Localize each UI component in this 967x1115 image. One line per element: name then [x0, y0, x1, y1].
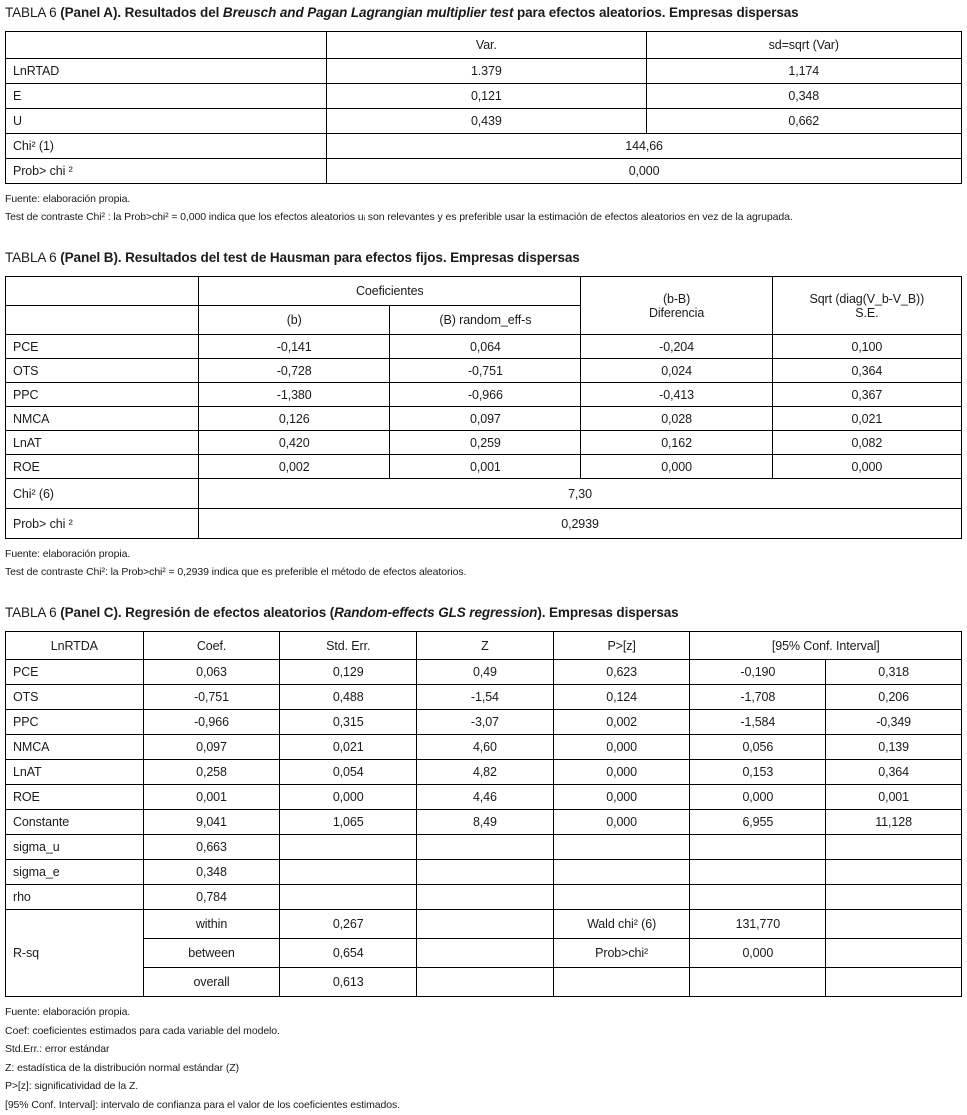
cell-se: 0,000 [772, 455, 961, 479]
row-label: LnAT [6, 431, 199, 455]
row-label: NMCA [6, 407, 199, 431]
table-row [6, 383, 962, 407]
cell-var: 0,121 [327, 84, 646, 109]
chi-value: 144,66 [327, 134, 962, 159]
panel-c-header-row [6, 632, 962, 660]
row-label: U [6, 109, 327, 134]
row-label: sigma_e [6, 860, 144, 885]
footnote-std-err: Std.Err.: error estándar [5, 1043, 110, 1055]
cell-empty [417, 885, 554, 910]
table-row [6, 685, 962, 710]
cell-empty [826, 968, 962, 997]
table-row [6, 59, 962, 84]
stat-value [690, 968, 826, 997]
sqrt-line-1: Sqrt (diag(V_b-V_B)) [809, 291, 925, 306]
rsq-value: 0,613 [280, 968, 417, 997]
cell-se: 0,129 [280, 660, 417, 685]
row-label: LnAT [6, 760, 144, 785]
cell-B: -0,966 [390, 383, 581, 407]
cell-B: 0,001 [390, 455, 581, 479]
row-label: LnRTAD [6, 59, 327, 84]
table-row [6, 660, 962, 685]
panel-a-header-row [6, 32, 962, 59]
stat-label: Wald chi² (6) [553, 910, 690, 939]
rsq-name: overall [143, 968, 280, 997]
cell-diff: -0,413 [581, 383, 772, 407]
cell-ci-low: 0,056 [690, 735, 826, 760]
table-row [6, 407, 962, 431]
cell-z: -1,54 [417, 685, 554, 710]
panel-b-header-diferencia [581, 277, 772, 335]
panel-a-title-italic: Breusch and Pagan Lagrangian multiplier test [222, 5, 514, 20]
cell-empty [553, 835, 690, 860]
panel-c-title [5, 604, 962, 622]
panel-b-title-bold: (Panel B). Resultados del test de Hausman para efectos fijos. Empresas dispersas [60, 250, 580, 265]
panel-c-header-p: P>[z] [553, 632, 690, 660]
cell-se: 0,054 [280, 760, 417, 785]
chi-label: Chi² (1) [6, 134, 327, 159]
row-label: sigma_u [6, 835, 144, 860]
row-label: E [6, 84, 327, 109]
cell-se: 0,367 [772, 383, 961, 407]
cell-var: 1.379 [327, 59, 646, 84]
cell-ci-high: -0,349 [826, 710, 962, 735]
cell-se: 0,082 [772, 431, 961, 455]
cell-p: 0,000 [553, 785, 690, 810]
table-row [6, 760, 962, 785]
cell-value: 0,784 [143, 885, 280, 910]
panel-b-header-sqrt-se [772, 277, 961, 335]
cell-coef: 0,097 [143, 735, 280, 760]
prob-row [6, 159, 962, 184]
stat-label: Prob>chi² [553, 939, 690, 968]
cell-coef: -0,751 [143, 685, 280, 710]
cell-z: 0,49 [417, 660, 554, 685]
stat-label [553, 968, 690, 997]
cell-empty [553, 860, 690, 885]
cell-empty [417, 860, 554, 885]
sigma-row [6, 885, 962, 910]
footnote-test-note: Test de contraste Chi²: la Prob>chi² = 0,2939 indica que es preferible el método de efectos aleatorios. [5, 566, 467, 578]
cell-ci-high: 0,139 [826, 735, 962, 760]
cell-ci-high: 0,001 [826, 785, 962, 810]
panel-c-header-conf-interval: [95% Conf. Interval] [690, 632, 962, 660]
rsq-label: R-sq [6, 910, 144, 997]
panel-b-title-prefix: TABLA 6 [5, 250, 61, 265]
table-row [6, 785, 962, 810]
cell-sd: 0,662 [646, 109, 962, 134]
footnote-source: Fuente: elaboración propia. [5, 1006, 131, 1018]
cell-diff: 0,024 [581, 359, 772, 383]
cell-z: 4,60 [417, 735, 554, 760]
diferencia-line-1: (b-B) [662, 291, 691, 306]
panel-a-title [5, 4, 962, 22]
row-label: Constante [6, 810, 144, 835]
cell-ci-low: -0,190 [690, 660, 826, 685]
cell-value: 0,663 [143, 835, 280, 860]
cell-se: 0,364 [772, 359, 961, 383]
cell-p: 0,002 [553, 710, 690, 735]
cell-empty [417, 939, 554, 968]
panel-a-title-bold-1: (Panel A). Resultados del [60, 5, 223, 20]
cell-sd: 1,174 [646, 59, 962, 84]
cell-empty [690, 835, 826, 860]
cell-empty [417, 835, 554, 860]
prob-label: Prob> chi ² [6, 509, 199, 539]
cell-se: 0,100 [772, 335, 961, 359]
panel-c-title-prefix: TABLA 6 [5, 605, 61, 620]
panel-a-header-empty [6, 32, 327, 59]
row-label: ROE [6, 455, 199, 479]
cell-b: 0,420 [199, 431, 390, 455]
sqrt-line-2: S.E. [855, 305, 879, 320]
sigma-row [6, 860, 962, 885]
cell-ci-high: 0,318 [826, 660, 962, 685]
cell-p: 0,000 [553, 810, 690, 835]
cell-diff: 0,028 [581, 407, 772, 431]
cell-coef: -0,966 [143, 710, 280, 735]
panel-b-table [5, 276, 962, 539]
cell-ci-high: 0,364 [826, 760, 962, 785]
cell-coef: 0,063 [143, 660, 280, 685]
panel-c-title-bold-1: (Panel C). Regresión de efectos aleatorios ( [60, 605, 335, 620]
row-label: ROE [6, 785, 144, 810]
chi-value: 7,30 [199, 479, 962, 509]
panel-b-header-empty-2 [6, 306, 199, 335]
table-row [6, 109, 962, 134]
cell-empty [280, 860, 417, 885]
sigma-row [6, 835, 962, 860]
cell-diff: 0,162 [581, 431, 772, 455]
chi-label: Chi² (6) [6, 479, 199, 509]
cell-b: -1,380 [199, 383, 390, 407]
cell-b: -0,141 [199, 335, 390, 359]
table-row [6, 735, 962, 760]
footnote-conf-interval: [95% Conf. Interval]: intervalo de confianza para el valor de los coeficientes estimados. [5, 1098, 400, 1111]
cell-coef: 0,258 [143, 760, 280, 785]
rsq-row-overall [6, 968, 962, 997]
row-label: NMCA [6, 735, 144, 760]
panel-b-footnotes [5, 548, 962, 578]
cell-empty [553, 885, 690, 910]
panel-a-header-sd: sd=sqrt (Var) [646, 32, 962, 59]
row-label: OTS [6, 359, 199, 383]
prob-value: 0,2939 [199, 509, 962, 539]
panel-c-title-italic: Random-effects GLS regression [334, 605, 538, 620]
prob-value: 0,000 [327, 159, 962, 184]
cell-empty [690, 860, 826, 885]
stat-value: 131,770 [690, 910, 826, 939]
footnote-z: Z: estadística de la distribución normal estándar (Z) [5, 1061, 239, 1074]
cell-value: 0,348 [143, 860, 280, 885]
cell-se: 0,315 [280, 710, 417, 735]
table-row [6, 431, 962, 455]
panel-c-title-bold-2: ). Empresas dispersas [537, 605, 679, 620]
cell-se: 0,021 [280, 735, 417, 760]
rsq-row-between [6, 939, 962, 968]
rsq-name: between [143, 939, 280, 968]
cell-se: 0,488 [280, 685, 417, 710]
table-row [6, 710, 962, 735]
panel-c-header-std-err: Std. Err. [280, 632, 417, 660]
panel-a-table [5, 31, 962, 184]
row-label: PCE [6, 660, 144, 685]
panel-a-header-var: Var. [327, 32, 646, 59]
rsq-row-within [6, 910, 962, 939]
cell-coef: 0,001 [143, 785, 280, 810]
cell-ci-high: 0,206 [826, 685, 962, 710]
panel-b-header-row-1 [6, 277, 962, 306]
chi-row [6, 134, 962, 159]
cell-z: 4,82 [417, 760, 554, 785]
panel-b-header-empty-1 [6, 277, 199, 306]
cell-b: -0,728 [199, 359, 390, 383]
prob-row [6, 509, 962, 539]
panel-c-header-var: LnRTDA [6, 632, 144, 660]
panel-a-footnotes [5, 193, 962, 223]
table-row [6, 335, 962, 359]
cell-B: 0,097 [390, 407, 581, 431]
row-label: PCE [6, 335, 199, 359]
row-label: PPC [6, 383, 199, 407]
panel-c-header-z: Z [417, 632, 554, 660]
cell-empty [826, 860, 962, 885]
cell-var: 0,439 [327, 109, 646, 134]
cell-B: -0,751 [390, 359, 581, 383]
cell-ci-low: 0,000 [690, 785, 826, 810]
cell-diff: -0,204 [581, 335, 772, 359]
cell-empty [417, 968, 554, 997]
table-row [6, 359, 962, 383]
panel-a-title-bold-2: para efectos aleatorios. Empresas dispersas [513, 5, 799, 20]
cell-ci-low: -1,584 [690, 710, 826, 735]
rsq-name: within [143, 910, 280, 939]
table-row [6, 455, 962, 479]
cell-empty [826, 910, 962, 939]
panel-b-header-B-random: (B) random_eff-s [390, 306, 581, 335]
footnote-p: P>[z]: significatividad de la Z. [5, 1080, 139, 1092]
row-label: rho [6, 885, 144, 910]
cell-empty [826, 939, 962, 968]
cell-ci-low: 0,153 [690, 760, 826, 785]
cell-se: 0,000 [280, 785, 417, 810]
panel-b-header-coeficientes: Coeficientes [199, 277, 581, 306]
cell-B: 0,064 [390, 335, 581, 359]
cell-sd: 0,348 [646, 84, 962, 109]
cell-empty [280, 835, 417, 860]
cell-diff: 0,000 [581, 455, 772, 479]
footnote-test-note: Test de contraste Chi² : la Prob>chi² = 0,000 indica que los efectos aleatorios uᵢ son relevantes y es preferible usar la estimación de efectos aleatorios en vez de la agrupada. [5, 211, 793, 223]
diferencia-line-2: Diferencia [648, 305, 705, 320]
cell-z: -3,07 [417, 710, 554, 735]
footnote-source: Fuente: elaboración propia. [5, 193, 131, 205]
cell-empty [690, 885, 826, 910]
panel-b-title [5, 249, 962, 267]
cell-B: 0,259 [390, 431, 581, 455]
cell-empty [417, 910, 554, 939]
rsq-value: 0,267 [280, 910, 417, 939]
cell-b: 0,002 [199, 455, 390, 479]
cell-empty [826, 835, 962, 860]
panel-a-title-prefix: TABLA 6 [5, 5, 61, 20]
chi-row [6, 479, 962, 509]
prob-label: Prob> chi ² [6, 159, 327, 184]
table-row [6, 84, 962, 109]
cell-coef: 9,041 [143, 810, 280, 835]
cell-p: 0,000 [553, 735, 690, 760]
cell-p: 0,623 [553, 660, 690, 685]
footnote-coef: Coef: coeficientes estimados para cada variable del modelo. [5, 1024, 280, 1037]
cell-ci-high: 11,128 [826, 810, 962, 835]
cell-p: 0,000 [553, 760, 690, 785]
cell-b: 0,126 [199, 407, 390, 431]
cell-z: 8,49 [417, 810, 554, 835]
cell-z: 4,46 [417, 785, 554, 810]
panel-c-table [5, 631, 962, 997]
row-label: PPC [6, 710, 144, 735]
panel-c-footnotes [5, 1006, 962, 1111]
footnote-source: Fuente: elaboración propia. [5, 548, 131, 560]
stat-value: 0,000 [690, 939, 826, 968]
table-row [6, 810, 962, 835]
cell-se: 1,065 [280, 810, 417, 835]
cell-empty [826, 885, 962, 910]
cell-empty [280, 885, 417, 910]
cell-ci-low: 6,955 [690, 810, 826, 835]
cell-ci-low: -1,708 [690, 685, 826, 710]
row-label: OTS [6, 685, 144, 710]
panel-c-header-coef: Coef. [143, 632, 280, 660]
panel-b-header-b: (b) [199, 306, 390, 335]
cell-p: 0,124 [553, 685, 690, 710]
cell-se: 0,021 [772, 407, 961, 431]
rsq-value: 0,654 [280, 939, 417, 968]
